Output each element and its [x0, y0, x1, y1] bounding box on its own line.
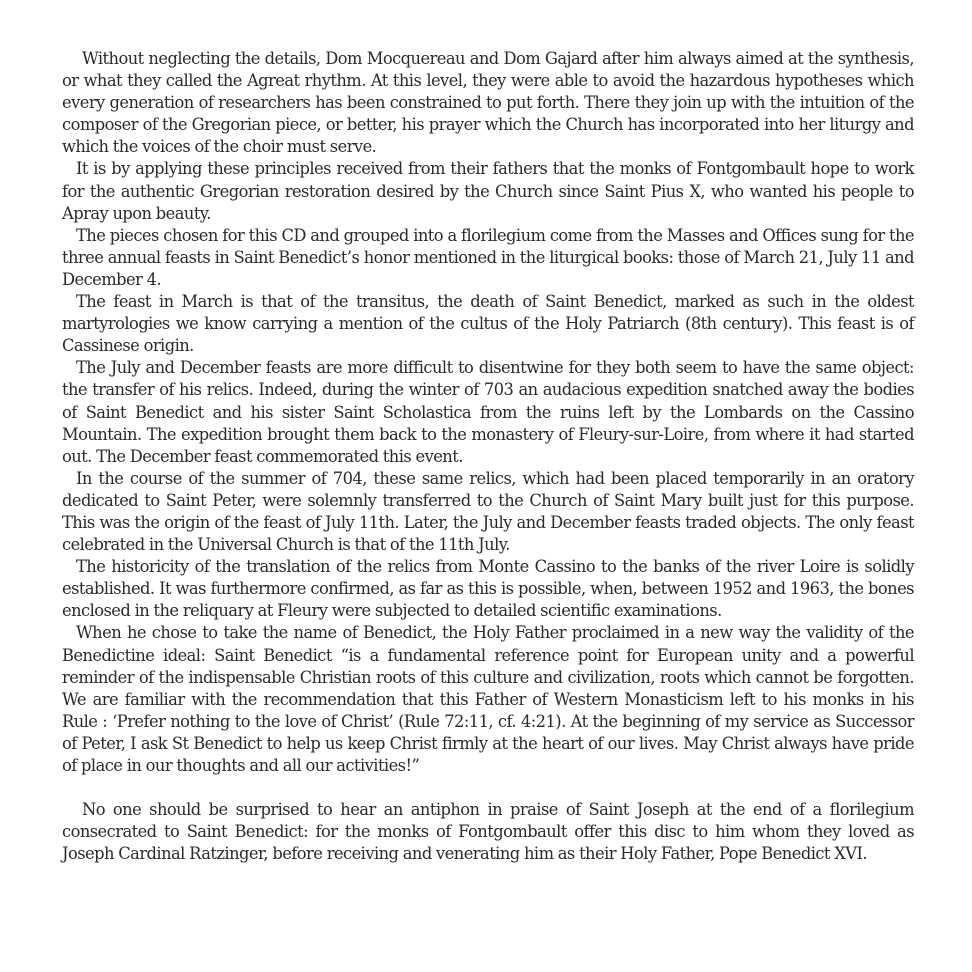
- paragraph-historicity: The historicity of the translation of the relics from Monte Cassino to the banks of the river Loire is solidly established. It was furthermore confirmed, as far as this is possible, when, between 1952 and 1963, the bones enclosed in the reliquary at Fleury were subjected to detailed scientific examinations.: [62, 557, 914, 621]
- paragraph-florilegium: The pieces chosen for this CD and grouped into a florilegium come from the Masses and Offices sung for the three annual feasts in Saint Benedict’s honor mentioned in the liturgical books: those of March 21, July 11 and December 4.: [62, 225, 914, 289]
- paragraph-synthesis: Without neglecting the details, Dom Mocquereau and Dom Gajard after him always aimed at the synthesis, or what they called the Agreat rhythm. At this level, they were able to avoid the hazardous hypotheses which every generation of researchers has been constrained to put forth. There they join up with the intuition of the composer of the Gregorian piece, or better, his prayer which the Church has incorporated into her liturgy and which the voices of the choir must serve.: [62, 49, 914, 157]
- paragraph-fontgombault: It is by applying these principles received from their fathers that the monks of Fontgombault hope to work for the authentic Gregorian restoration desired by the Church since Saint Pius X, who wanted his people to Apray upon beauty.: [62, 159, 914, 223]
- paragraph-summer-704: In the course of the summer of 704, these same relics, which had been placed temporarily in an oratory dedicated to Saint Peter, were solemnly transferred to the Church of Saint Mary built just for this purpose. This was the origin of the feast of July 11th. Later, the July and December feasts traded objects. The only feast celebrated in the Universal Church is that of the 11th July.: [62, 468, 914, 555]
- paragraph-holy-father: When he chose to take the name of Benedict, the Holy Father proclaimed in a new way the validity of the Benedictine ideal: Saint Benedict “is a fundamental reference point for European unity and a powerful reminder of the indispensable Christian roots of this culture and civilization, roots which cannot be forgotten. We are familiar with the recommendation that this Father of Western Monasticism left to his monks in his Rule : ‘Prefer nothing to the love of Christ’ (Rule 72:11, cf. 4:21). At the beginning of my service as Successor of Peter, I ask St Benedict to help us keep Christ firmly at the heart of our lives. May Christ always have pride of place in our thoughts and all our activities!”: [62, 623, 914, 775]
- paragraph-july-december-feasts: The July and December feasts are more difficult to disentwine for they both seem to have the same object: the transfer of his relics. Indeed, during the winter of 703 an audacious expedition snatched away the bodies of Saint Benedict and his sister Saint Scholastica from the ruins left by the Lombards on the Cassino Mountain. The expedition brought them back to the monastery of Fleury-sur-Loire, from where it had started out. The December feast commemorated this event.: [62, 358, 914, 466]
- paragraph-march-feast: The feast in March is that of the transitus, the death of Saint Benedict, marked as such in the oldest martyrologies we know carrying a mention of the cultus of the Holy Patriarch (8th century). This feast is of Cassinese origin.: [62, 292, 914, 356]
- document-page: [62, 48, 914, 865]
- paragraph-saint-joseph: No one should be surprised to hear an antiphon in praise of Saint Joseph at the end of a florilegium consecrated to Saint Benedict: for the monks of Fontgombault offer this disc to him whom they loved as Joseph Cardinal Ratzinger, before receiving and venerating him as their Holy Father, Pope Benedict XVI.: [62, 800, 914, 864]
